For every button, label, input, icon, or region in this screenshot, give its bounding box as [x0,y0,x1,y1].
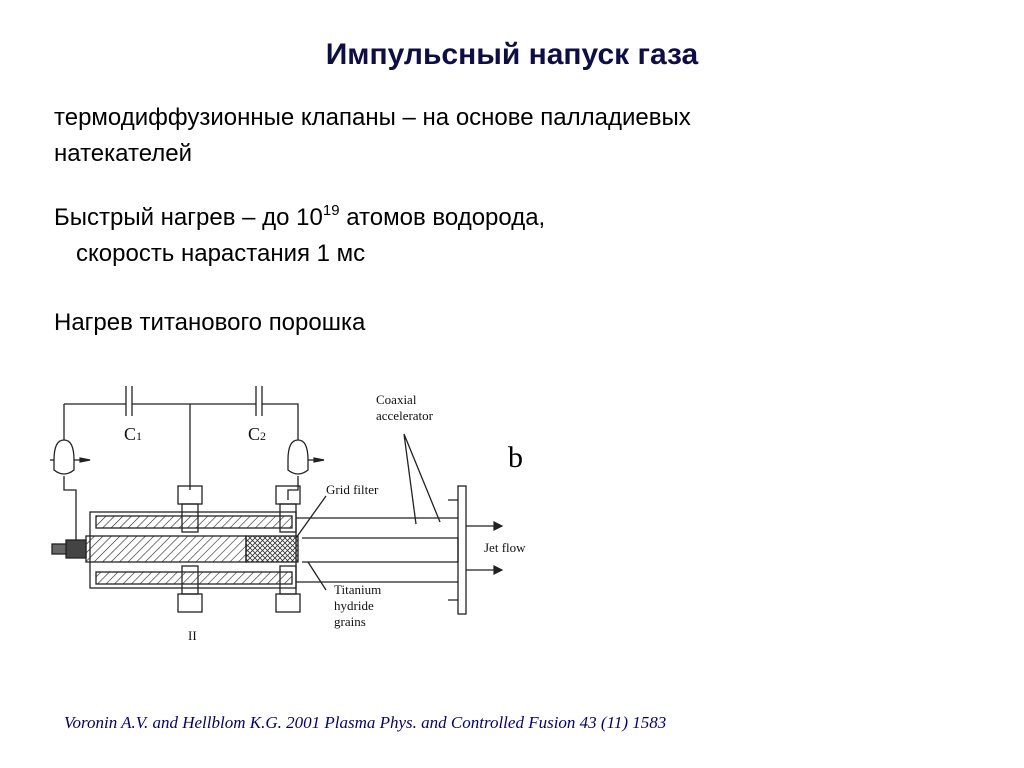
label-panel-mark: II [188,628,197,643]
label-hydride: hydride [334,598,374,613]
label-c2: C2 [248,424,267,444]
rise-rate-text: скорость нарастания 1 мс [76,240,366,267]
label-coaxial: Coaxial [376,392,417,407]
slide-title: Импульсный напуск газа [325,38,699,71]
label-jet-flow: Jet flow [484,540,526,555]
paragraph-fast-heating [54,200,545,272]
panel-letter: b [508,441,523,474]
fast-heating-suffix: атомов водорода, [339,204,546,231]
fast-heating-text: Быстрый нагрев – до 10 [54,204,323,231]
paragraph-thermodiffusion-valves: термодиффузионные клапаны – на основе палладиевых натекателей [54,104,691,167]
exponent: 19 [322,202,340,219]
paragraph-titanium-powder: Нагрев титанового порошка [54,309,366,336]
label-grains: grains [334,614,366,629]
citation: Voronin A.V. and Hellblom K.G. 2001 Plasma Phys. and Controlled Fusion 43 (11) 1583 [64,713,667,732]
label-grid-filter: Grid filter [326,482,379,497]
gas-injector-diagram [40,378,540,648]
diagram-svg [40,378,540,648]
label-accelerator: accelerator [376,408,434,423]
label-c1: C1 [124,424,143,444]
label-titanium: Titanium [334,582,382,597]
